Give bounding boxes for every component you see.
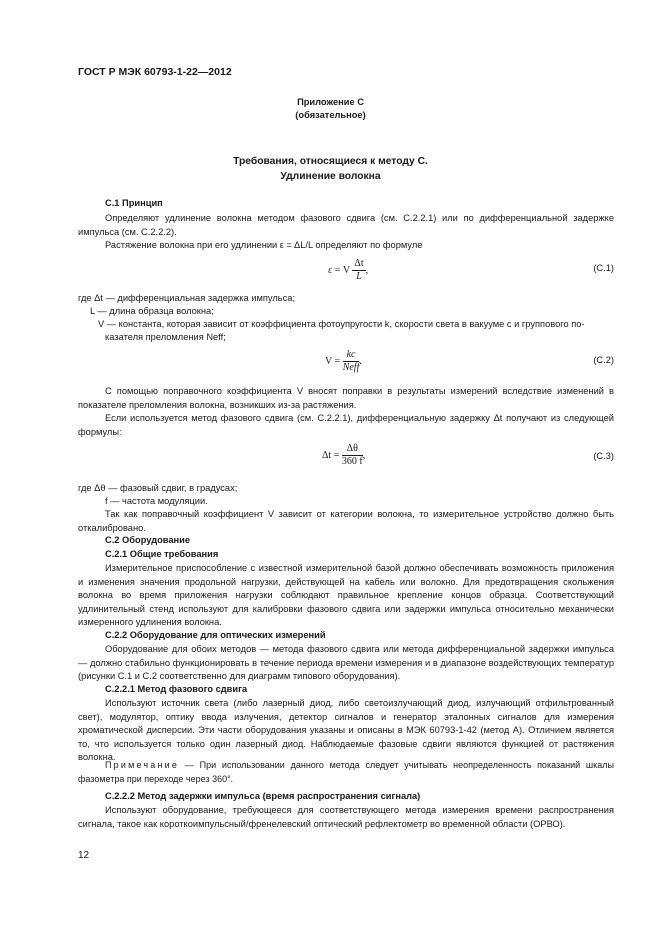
annex-title: Приложение С [297,97,364,107]
formula-c1-numerator: Δt [354,258,364,269]
definition-l: L — длина образца волокна; [90,306,214,316]
formula-c3 [322,443,365,468]
formula-c2-lhs: V = [325,355,341,367]
formula-c3-lhs: Δt = [322,449,340,461]
note-text: — При использовании данного метода следует учитывать неопределенность показаний шкалы фазометра при переходе через 360°. [78,760,614,784]
equation-number-c3: (С.3) [593,451,614,461]
formula-c3-tail: , [362,449,366,461]
formula-c3-denominator: 360 f [341,456,363,467]
heading-c22: С.2.2 Оборудование для оптических измерений [105,630,326,640]
annex-status: (обязательное) [295,110,366,120]
equation-number-c2: (С.2) [593,355,614,365]
note-label: Примечание [105,760,180,770]
formula-c3-fraction [342,443,363,468]
heading-c1: С.1 Принцип [105,198,163,208]
paragraph-c1-2: Растяжение волокна при его удлинении ε = ΔL/L определяют по формуле [105,240,423,250]
formula-c3-numerator: Δθ [342,443,363,456]
formula-c2-denominator: Neff [342,362,360,373]
formula-c2 [325,349,362,374]
heading-c222: С.2.2.2 Метод задержки импульса (время распространения сигнала) [105,791,421,801]
paragraph-c221: Используют источник света (либо лазерный диод, либо светоизлучающий диод, излучающий отфильтрованный свет), модулятор, оптику ввода излучения, детектор сигналов и генератор эталонных сигналов для измерения хроматической дисперсии. Эти части оборудования указаны и описаны в МЭК 60793-1-42 (метод А). Отличием является то, что используется только один лазерный диод. Наблюдаемые фазовые сдвиги являются функцией от растяжения волокна. [78,698,614,763]
formula-c1-denominator: L [356,271,362,282]
definition-dtheta: где Δθ — фазовый сдвиг, в градусах; [78,483,238,493]
formula-c1 [328,258,368,283]
heading-c21: С.2.1 Общие требования [105,549,219,559]
page-number: 12 [78,850,90,861]
paragraph-calibration: Так как поправочный коэффициент V зависит от категории волокна, то измерительное устройство должно быть откалибровано. [78,509,614,533]
section-title-line1: Требования, относящиеся к методу С. [233,156,428,167]
paragraph-c1-1: Определяют удлинение волокна методом фазового сдвига (см. С.2.2.1) или по дифференциальной задержке импульса (см. С.2.2.2). [78,213,614,237]
paragraph-c21: Измерительное приспособление с известной измерительной базой должно обеспечивать возможность приложения и изменения значения продольной нагрузки, действующей на кабель или волокно. Для предотвращения скольжения волокна во время приложения нагрузки соблюдают правильное крепление концов образца. Соответствующий удлинительный стенд используют для калибровки фазового сдвига или задержки импульса относительно механически измеренного удлинения волокна. [78,563,614,628]
formula-c1-lhs: ε = V [328,264,350,276]
equation-number-c1: (С.1) [593,263,614,273]
paragraph-c22: Оборудование для обоих методов — метода фазового сдвига или метода дифференциальной задержки импульса — должно стабильно функционировать в течение периода времени измерения и в диапазоне воздействующих температур (рисунки С.1 и С.2 соответственно для диаграмм типового оборудования). [78,644,614,682]
paragraph-phase-shift: Если используется метод фазового сдвига (см. С.2.2.1), дифференциальную задержку Δt получают из следующей формулы: [78,413,614,437]
heading-c221: С.2.2.1 Метод фазового сдвига [105,684,248,694]
note [78,759,614,786]
document-id: ГОСТ Р МЭК 60793-1-22—2012 [78,66,232,78]
formula-c2-fraction [343,349,360,374]
definition-f: f — частота модуляции. [105,496,208,506]
definition-v-cont: казателя преломления Neff; [105,332,226,342]
definition-v: V — константа, которая зависит от коэффициента фотоупругости k, скорости света в вакууме c и группового по- [98,319,585,329]
section-title-line2: Удлинение волокна [280,171,381,182]
paragraph-correction: С помощью поправочного коэффициента V вносят поправки в результаты измерений вследствие изменений в показателе преломления волокна, возникших из-за растяжения. [78,386,614,410]
formula-c2-tail: . [359,355,362,367]
formula-c2-numerator: kc [343,349,360,362]
paragraph-c222: Используют оборудование, требующееся для соответствующего метода измерения времени распространения сигнала, такое как короткоимпульсный/френелевский оптический рефлектометр во временной области (OРВО). [78,805,614,829]
formula-c1-fraction [352,258,365,283]
definition-dt: где Δt — дифференциальная задержка импульса; [78,293,296,303]
formula-c1-tail: , [365,264,369,276]
heading-c2: С.2 Оборудование [105,535,191,545]
